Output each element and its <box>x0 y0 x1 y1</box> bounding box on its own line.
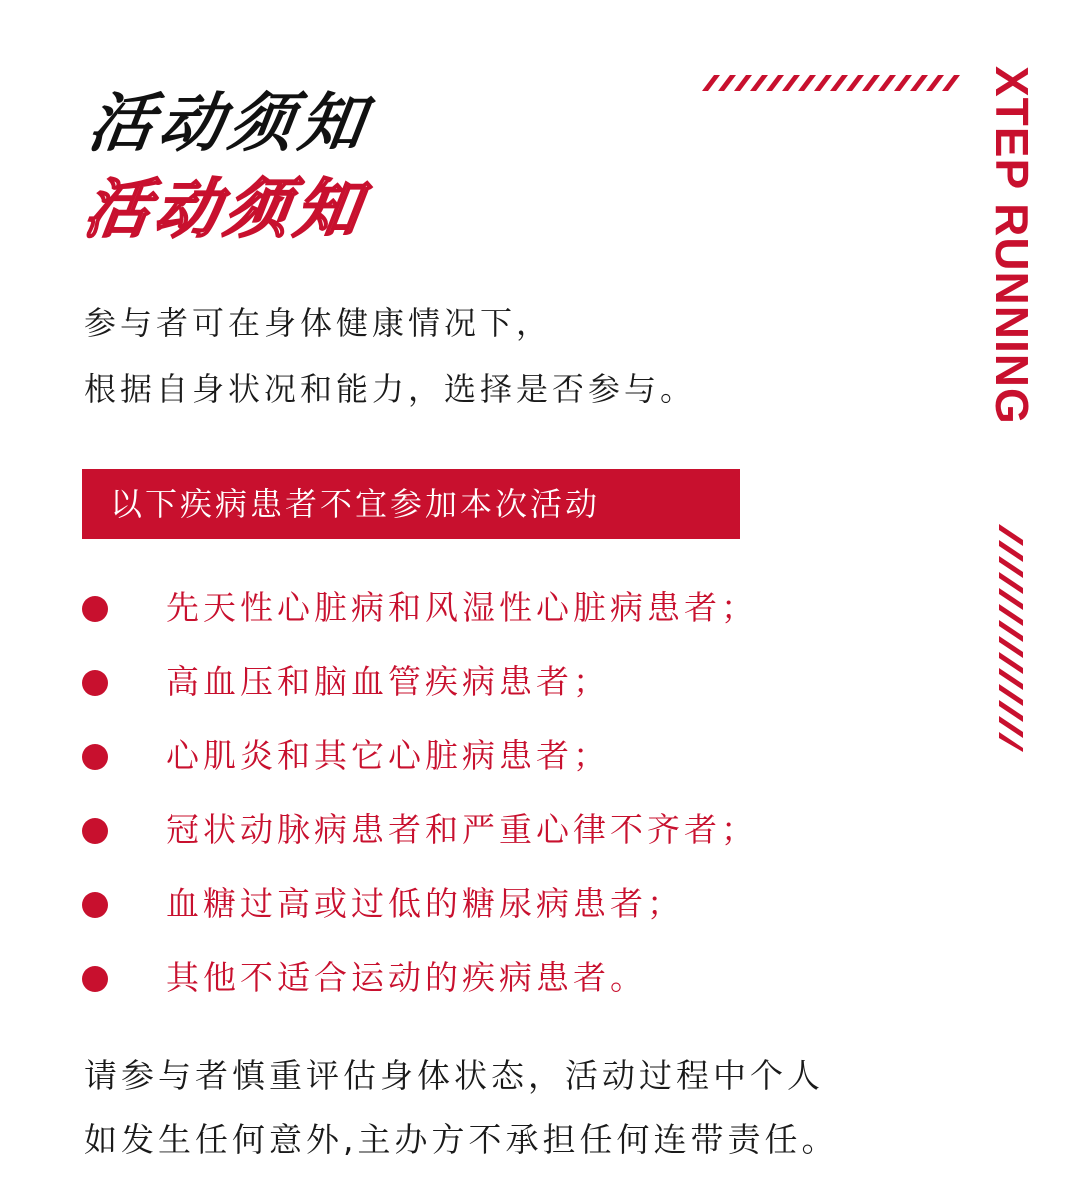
bullet-dot-icon <box>82 818 108 844</box>
disclaimer-line: 请参与者慎重评估身体状态，活动过程中个人 <box>84 1056 824 1095</box>
bullet-dot-icon <box>82 670 108 696</box>
list-item-text: 心肌炎和其它心脏病患者； <box>166 736 610 775</box>
bullet-dot-icon <box>82 744 108 770</box>
brand-wordmark: XTEP RUNNING <box>986 66 1038 425</box>
list-item-text: 冠状动脉病患者和严重心律不齐者； <box>166 810 758 849</box>
list-item-text: 血糖过高或过低的糖尿病患者； <box>166 884 684 923</box>
intro-line: 参与者可在身体健康情况下， <box>84 304 553 342</box>
page-title-outline: 活动须知 <box>79 173 371 247</box>
page-title: 活动须知 <box>83 87 375 161</box>
disclaimer-text <box>84 1044 839 1172</box>
bullet-dot-icon <box>82 596 108 622</box>
intro-line: 根据自身状况和能力，选择是否参与。 <box>84 370 697 408</box>
section-banner: 以下疾病患者不宜参加本次活动 <box>82 469 740 539</box>
list-item-text: 其他不适合运动的疾病患者。 <box>166 958 647 997</box>
list-item-text: 先天性心脏病和风湿性心脏病患者； <box>166 588 758 627</box>
list-item-text: 高血压和脑血管疾病患者； <box>166 662 610 701</box>
intro-text <box>84 290 696 422</box>
decorative-stripes-side <box>993 522 1029 754</box>
bullet-dot-icon <box>82 892 108 918</box>
decorative-stripes-top <box>700 73 966 93</box>
disclaimer-line: 如发生任何意外,主办方不承担任何连带责任。 <box>84 1120 839 1159</box>
bullet-dot-icon <box>82 966 108 992</box>
